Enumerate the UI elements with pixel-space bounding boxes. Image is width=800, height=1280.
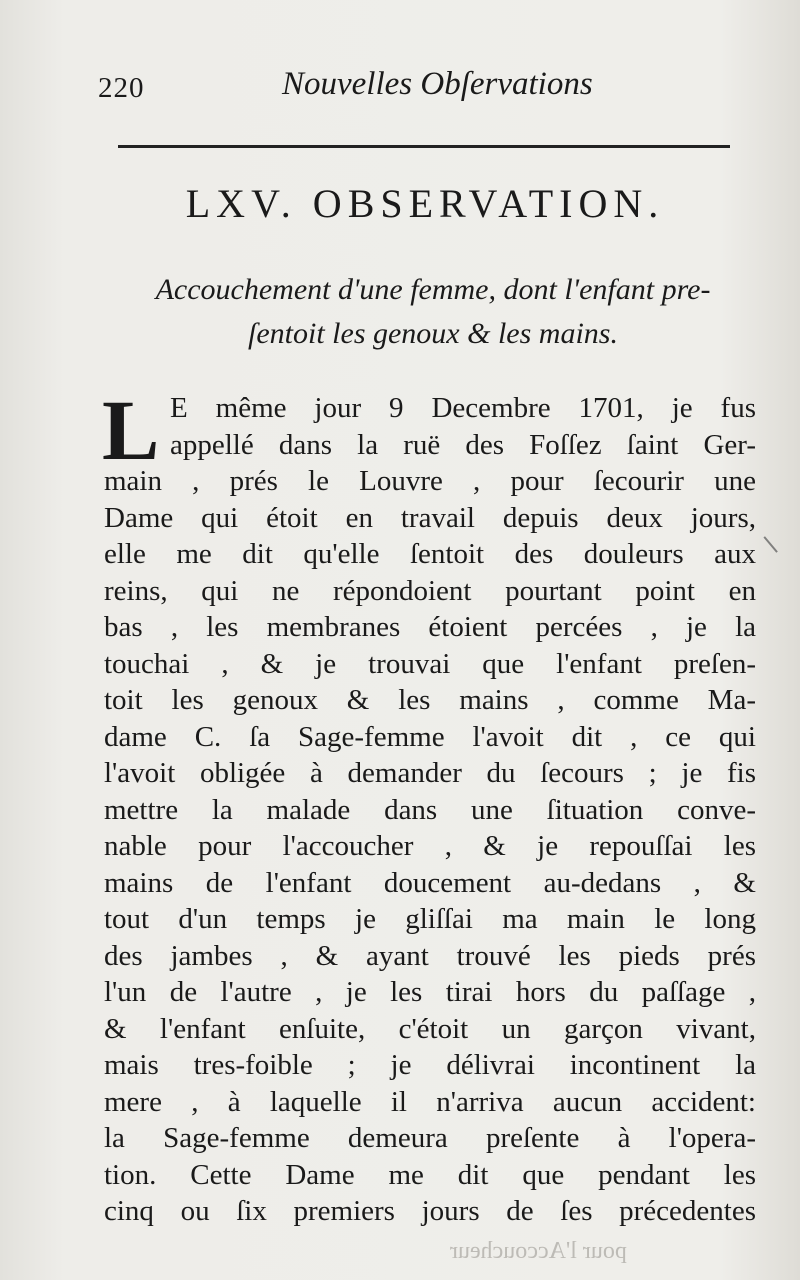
text-line: bas , les membranes étoient percées , je la	[104, 611, 756, 643]
text-line: dame C. ſa Sage-femme l'avoit dit , ce qui	[104, 720, 756, 753]
text-line: touchai , & je trouvai que l'enfant preſen-	[104, 647, 756, 680]
text-line: reins, qui ne répondoient pourtant point en	[104, 574, 756, 607]
subtitle-line: Accouchement d'une femme, dont l'enfant pre-	[155, 273, 711, 306]
text-line: l'un de l'autre , je les tirai hors du paſſage ,	[104, 976, 756, 1008]
text-line: cinq ou ſix premiers jours de ſes précedentes	[104, 1195, 756, 1227]
observation-subtitle	[88, 268, 778, 356]
text-line: appellé dans la ruë des Foſſez ſaint Ger-	[170, 428, 756, 461]
text-line: tout d'un temps je gliſſai ma main le long	[104, 903, 756, 935]
text-line: l'avoit obligée à demander du ſecours ; je fis	[104, 757, 756, 789]
text-line: mettre la malade dans une ſituation conve-	[104, 793, 756, 826]
text-line: mains de l'enfant doucement au-dedans , &	[104, 866, 756, 899]
text-line: elle me dit qu'elle ſentoit des douleurs aux	[104, 538, 756, 570]
running-title: Nouvelles Obſervations	[282, 66, 593, 102]
text-line: mere , à laquelle il n'arriva aucun accident:	[104, 1085, 756, 1118]
subtitle-line: ſentoit les genoux & les mains.	[248, 317, 618, 350]
text-line: mais tres-foible ; je délivrai incontinent la	[104, 1049, 756, 1081]
text-line: main , prés le Louvre , pour ſecourir une	[104, 465, 756, 497]
margin-mark	[763, 527, 788, 553]
text-line: E même jour 9 Decembre 1701, je fus	[170, 392, 756, 424]
page-number: 220	[98, 72, 145, 104]
body-text	[102, 382, 756, 1230]
text-line: la Sage-femme demeura preſente à l'opera-	[104, 1122, 756, 1154]
text-line: nable pour l'accoucher , & je repouſſai les	[104, 830, 756, 862]
text-line: des jambes , & ayant trouvé les pieds prés	[104, 939, 756, 972]
text-line: toit les genoux & les mains , comme Ma-	[104, 684, 756, 716]
bleed-through-text: pour l'Accoucheur	[450, 1238, 627, 1264]
observation-heading: LXV. OBSERVATION.	[185, 181, 665, 226]
drop-cap: L	[102, 382, 160, 478]
text-line: tion. Cette Dame me dit que pendant les	[104, 1158, 756, 1191]
text-line: & l'enfant enſuite, c'étoit un garçon vivant,	[104, 1012, 756, 1045]
running-head	[98, 66, 658, 110]
header-rule	[118, 145, 730, 148]
text-line: Dame qui étoit en travail depuis deux jours,	[104, 501, 756, 534]
